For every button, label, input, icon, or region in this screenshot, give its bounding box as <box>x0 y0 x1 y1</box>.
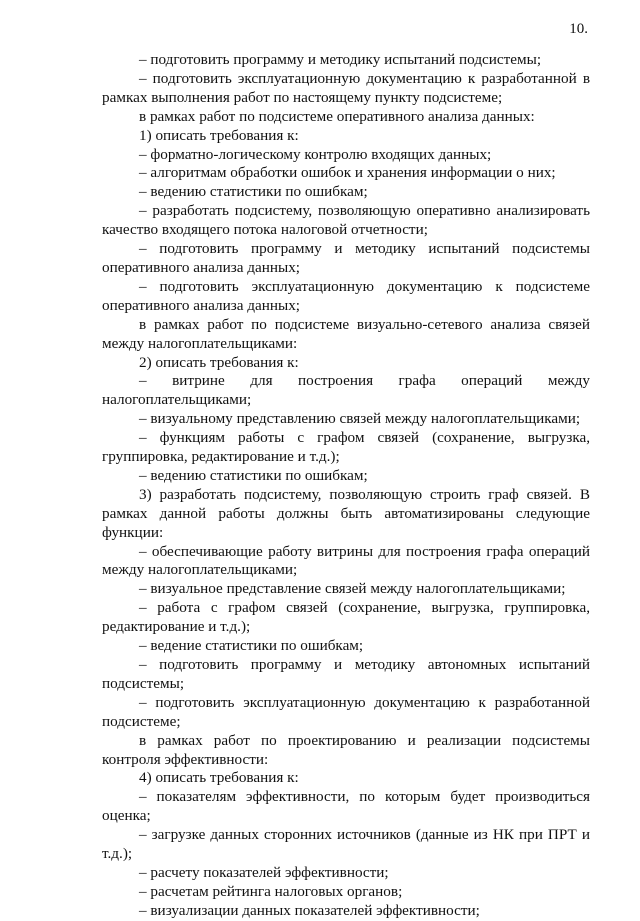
paragraph: – подготовить программу и методику испытаний подсистемы; <box>139 51 542 68</box>
paragraph: – работа с графом связей (сохранение, выгрузка, группировка, редактирование и т.д.); <box>102 599 590 636</box>
page-number: 10. <box>569 21 588 37</box>
paragraph: – визуальное представление связей между налогоплательщиками; <box>139 580 566 598</box>
paragraph: 3) разработать подсистему, позволяющую строить граф связей. В рамках данной работы должны быть автоматизированы следующие функции: <box>102 485 590 541</box>
paragraph: – функциям работы с графом связей (сохранение, выгрузка, группировка, редактирование и т.д.); <box>102 429 590 466</box>
paragraph: – подготовить программу и методику испытаний подсистемы оперативного анализа данных; <box>102 240 590 276</box>
paragraph: 4) описать требования к: <box>139 769 299 787</box>
paragraph: в рамках работ по подсистеме визуально-сетевого анализа связей между налогоплательщиками: <box>102 315 590 352</box>
paragraph: – расчетам рейтинга налоговых органов; <box>139 882 403 900</box>
paragraph: – ведению статистики по ошибкам; <box>139 466 368 484</box>
paragraph: – витрине для построения графа операций между налогоплательщиками; <box>102 372 590 409</box>
paragraph: – обеспечивающие работу витрины для построения графа операций между налогоплательщиками; <box>102 542 590 579</box>
paragraph: – подготовить эксплуатационную документацию к разработанной в рамках выполнения работ по настоящему пункту подсистеме; <box>102 69 590 106</box>
paragraph: – алгоритмам обработки ошибок и хранения информации о них; <box>139 164 556 182</box>
paragraph: – подготовить программу и методику автономных испытаний подсистемы; <box>102 656 590 692</box>
paragraph: – разработать подсистему, позволяющую оперативно анализировать качество входящего потока налоговой отчетности; <box>102 202 590 239</box>
paragraph: 1) описать требования к: <box>139 126 299 144</box>
paragraph: 2) описать требования к: <box>139 353 299 371</box>
paragraph: – показателям эффективности, по которым будет производиться оценка; <box>102 788 590 825</box>
paragraph: – ведение статистики по ошибкам; <box>139 637 364 655</box>
paragraph: – подготовить эксплуатационную документацию к подсистеме оперативного анализа данных; <box>102 277 590 314</box>
paragraph: – ведению статистики по ошибкам; <box>139 183 368 201</box>
paragraph: – загрузке данных сторонних источников (данные из НК при ПРТ и т.д.); <box>102 826 590 863</box>
paragraph: – подготовить эксплуатационную документацию к разработанной подсистеме; <box>102 693 590 730</box>
paragraph: в рамках работ по проектированию и реализации подсистемы контроля эффективности: <box>102 731 590 768</box>
paragraph: – расчету показателей эффективности; <box>139 863 389 881</box>
paragraph: – визуализации данных показателей эффективности; <box>139 901 480 919</box>
document-body <box>102 51 590 921</box>
paragraph: – форматно-логическому контролю входящих данных; <box>139 145 492 163</box>
paragraph: в рамках работ по подсистеме оперативного анализа данных: <box>139 107 535 125</box>
paragraph: – визуальному представлению связей между налогоплательщиками; <box>139 410 581 428</box>
